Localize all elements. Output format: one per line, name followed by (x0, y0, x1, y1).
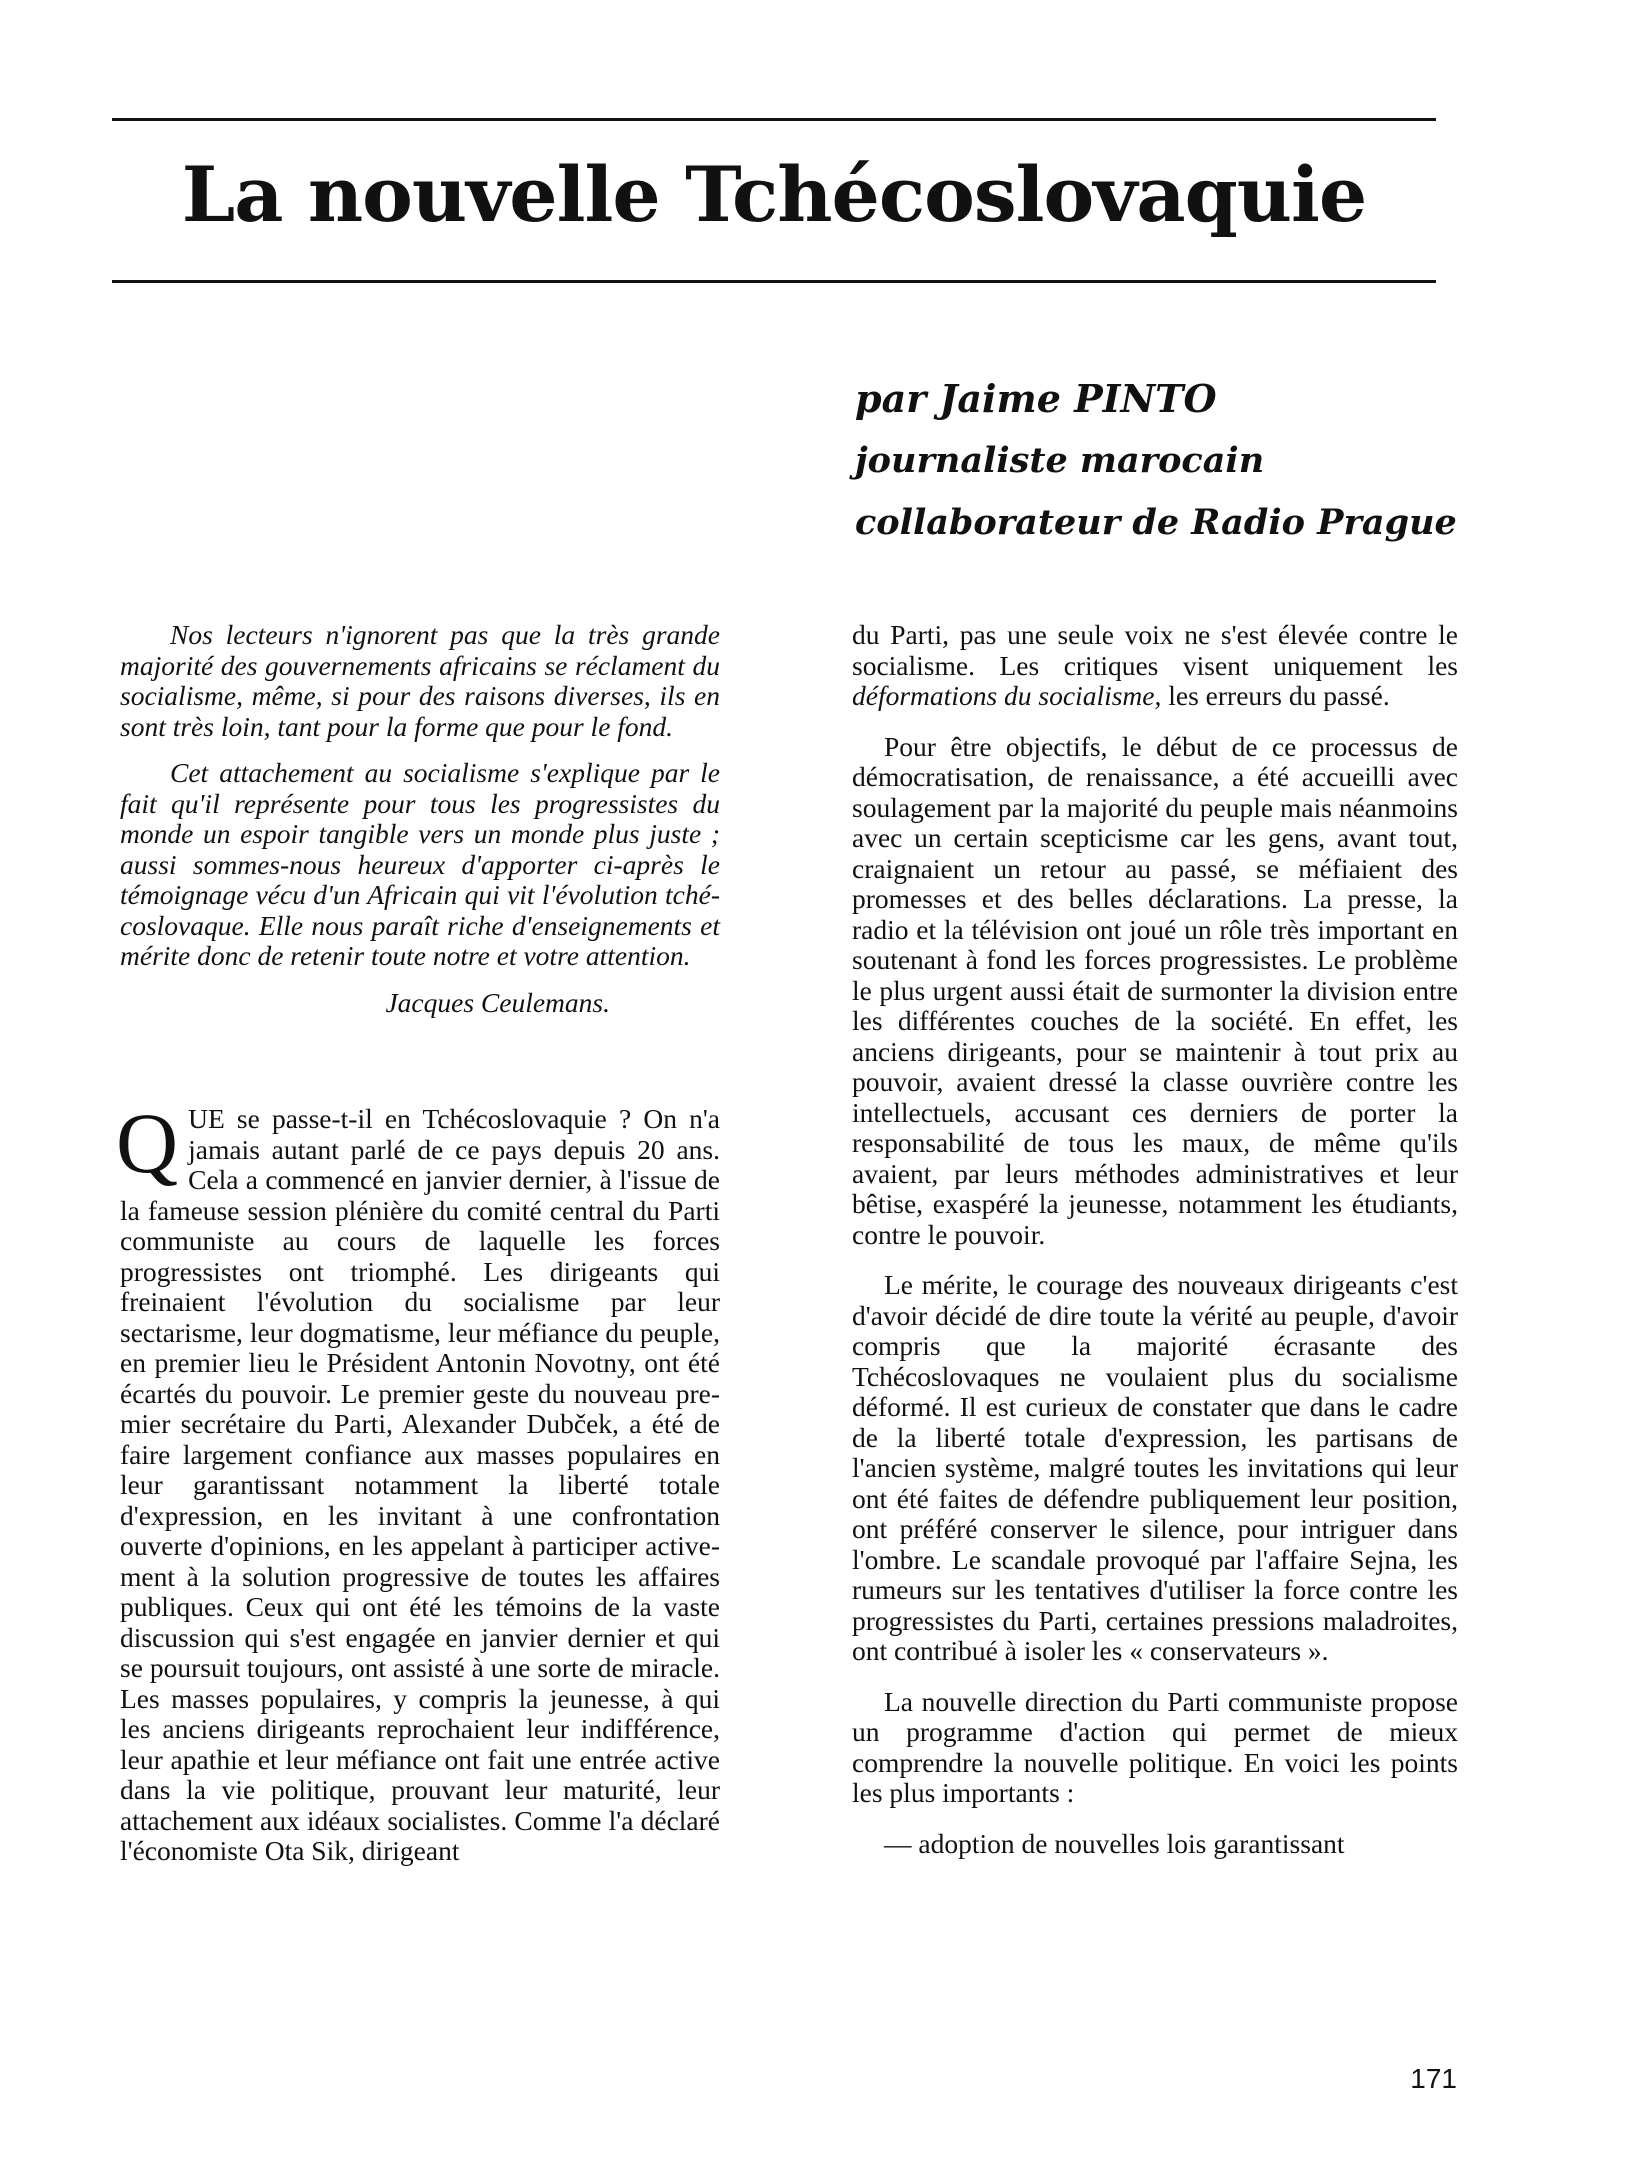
article-paragraph-2-emphasis: déformations du socialisme, (852, 680, 1162, 711)
byline (855, 368, 1455, 554)
page-title: La nouvelle Tchécoslovaquie (181, 150, 1367, 239)
drop-cap: Q (116, 1095, 179, 1191)
article-body-start (116, 1095, 720, 1867)
title-rule-top (112, 118, 1436, 121)
page-number: 171 (1410, 2063, 1457, 2094)
article-paragraph-4: Le mérite, le courage des nouveaux dirigeants c'est d'avoir décidé de dire toute la vérité au peuple, d'avoir compris que la majorité écrasante des Tchécoslovaques ne voulaient plus du socialisme déformé. Il est curieux de constater que dans le cadre de la liberté totale d'expression, les partisans de l'ancien système, malgré toutes les invitations qui leur ont été faites de défendre publiquement leur position, ont préféré conserver le silence, pour intriguer dans l'ombre. Le scandale provoqué par l'affaire Sejna, les rumeurs sur les tentatives d'utiliser la force contre les progressistes du Parti, certaines pressions maladroites, ont contribué à isoler les « conservateurs ». (852, 1269, 1458, 1666)
article-paragraph-3: Pour être objectifs, le début de ce processus de démocratisation, de renaissance, a été accueilli avec soulagement par la majorité du peuple mais néanmoins avec un certain scepticisme car les gens, avant tout, craignaient un retour au passé, se méfiaient des promesses et des belles déclarations. La presse, la radio et la télévision ont joué un rôle très important en soutenant à fond les forces progressistes. Le problème le plus urgent aussi était de surmonter la division entre les différentes couches de la société. En effet, les anciens dirigeants, pour se maintenir à tout prix au pouvoir, avaient dressé la classe ouvrière contre les intellectuels, accusant ces derniers de porter la responsabilité de tous les maux, de même qu'ils avaient, par leurs méthodes administratives et leur bêtise, exaspéré la jeunesse, notamment les étudiants, contre le pouvoir. (852, 730, 1458, 1250)
left-column (116, 619, 720, 1867)
article-paragraph-2-text-a: du Parti, pas une seule voix ne s'est élevée contre le socialisme. Les critiques visent uniquement les (852, 619, 1458, 681)
article-paragraph-6: — adoption de nouvelles lois garantissant (884, 1827, 1345, 1859)
article-paragraph-1 (116, 1095, 720, 1867)
editor-intro (120, 620, 720, 1018)
byline-role-1: journaliste marocain (855, 440, 1265, 481)
title-rule-bottom (112, 280, 1436, 283)
article-paragraph-5: La nouvelle direction du Parti communiste propose un programme d'action qui permet de mieux comprendre la nouvelle politique. En voici les points les plus importants : (852, 1685, 1458, 1808)
intro-paragraph-1: Nos lecteurs n'ignorent pas que la très grande majorité des gouvernements africains se réclament du socialisme, même, si pour des raisons diverses, ils en sont très loin, tant pour la forme que pour le fond. (120, 619, 720, 742)
intro-paragraph-2: Cet attachement au socialisme s'explique par le fait qu'il représente pour tous les progressistes du monde un espoir tangible vers un monde plus juste ; aussi sommes-nous heureux d'apporter ci-après le témoignage vécu d'un Africain qui vit l'évolution tchécoslovaque. Elle nous paraît riche d'enseignements et mérite donc de retenir toute notre et votre attention. (120, 757, 720, 971)
article-paragraph-2 (852, 620, 1458, 712)
byline-role-2: collaborateur de Radio Prague (855, 502, 1457, 543)
intro-signature: Jacques Ceulemans. (385, 986, 610, 1018)
byline-author: par Jaime PINTO (855, 376, 1217, 421)
article-paragraph-2-text-b: les erreurs du passé. (1161, 680, 1390, 711)
right-column (852, 620, 1458, 1859)
article-paragraph-1-text: UE se passe-t-il en Tchécoslovaquie ? On n'a jamais autant parlé de ce pays depuis 20 ans. Cela a commencé en janvier dernier, à l'issue de la fameuse session plénière du comité central du Parti communiste au cours de laquelle les forces progressistes ont triomphé. Les dirigeants qui freinaient l'évolution du socialisme par leur sectarisme, leur dogmatisme, leur méfiance du peuple, en premier lieu le Président Antonin Novotny, ont été écartés du pouvoir. Le premier geste du nouveau premier secrétaire du Parti, Alexander Dubček, a été de faire largement confiance aux masses populaires en leur garantissant notamment la liberté totale d'expression, en les invitant à une confrontation ouverte d'opinions, en les appelant à participer activement à la solution progressive de toutes les affaires publiques. Ceux qui ont été les témoins de la vaste discussion qui s'est engagée en janvier dernier et qui se poursuit toujours, ont assisté à une sorte de miracle. Les masses populaires, y compris la jeunesse, à qui les anciens dirigeants reprochaient leur indifférence, leur apathie et leur méfiance ont fait une entrée active dans la vie politique, prouvant leur maturité, leur attachement aux idéaux socialistes. Comme l'a déclaré l'économiste Ota Sik, dirigeant (120, 1103, 720, 1866)
